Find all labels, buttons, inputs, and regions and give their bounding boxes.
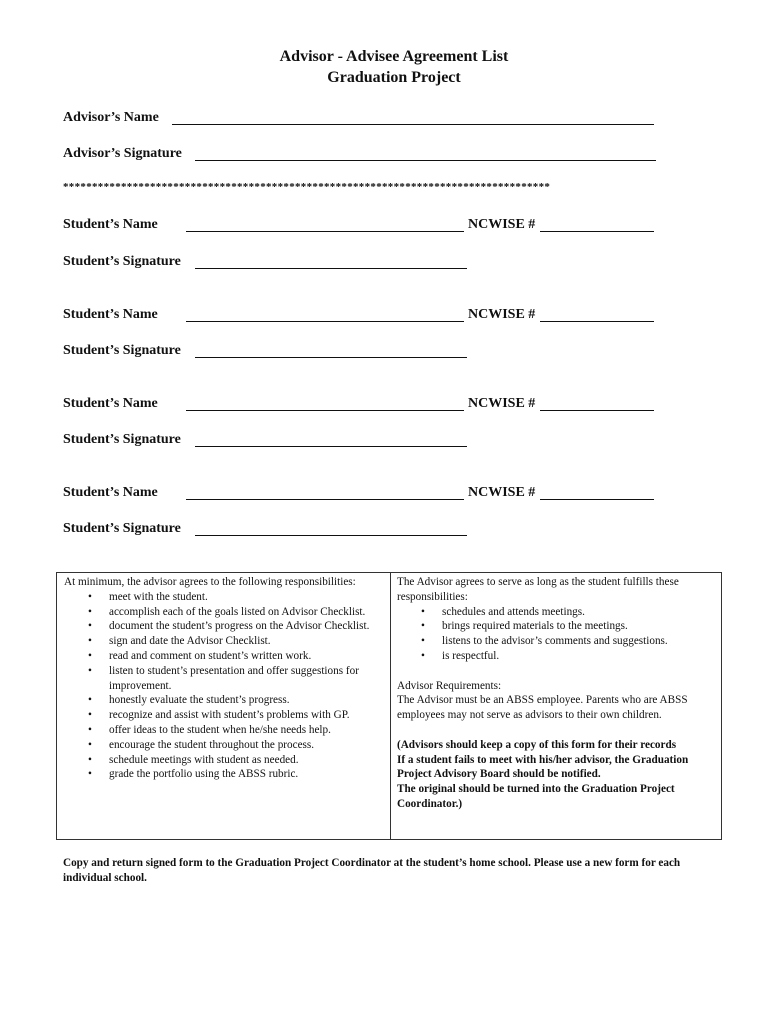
student-signature-field[interactable] [195,357,467,358]
form-subtitle: Graduation Project [327,69,461,86]
student-responsibilities-list [397,605,719,664]
notice-line: (Advisors should keep a copy of this form for their records [397,738,677,751]
advisor-responsibilities-cell [57,573,391,839]
list-item: • read and comment on student’s written work. [109,649,384,664]
list-item: • brings required materials to the meetings. [442,619,719,634]
student-signature-field[interactable] [195,446,467,447]
notice-line: The original should be turned into the Graduation Project Coordinator.) [397,783,675,810]
student-name-field[interactable] [186,321,464,322]
student-name-label: Student’s Name [63,217,158,232]
list-item: • schedule meetings with student as needed. [109,753,384,768]
student-signature-label: Student’s Signature [63,432,181,447]
student-signature-label: Student’s Signature [63,521,181,536]
ncwise-field[interactable] [540,321,654,322]
student-name-field[interactable] [186,499,464,500]
student-name-field[interactable] [186,231,464,232]
ncwise-field[interactable] [540,231,654,232]
ncwise-label: NCWISE # [468,396,536,411]
requirements-heading: Advisor Requirements: [397,679,502,692]
footer-instructions: Copy and return signed form to the Graduation Project Coordinator at the student’s home school. Please use a new form for each individual school. [63,857,681,884]
ncwise-field[interactable] [540,410,654,411]
list-item: • offer ideas to the student when he/she needs help. [109,723,384,738]
form-title: Advisor - Advisee Agreement List [279,48,509,65]
list-item: • recognize and assist with student’s problems with GP. [109,708,384,723]
advisor-signature-label: Advisor’s Signature [63,146,182,161]
student-signature-label: Student’s Signature [63,254,181,269]
list-item: • listen to student’s presentation and offer suggestions for improvement. [109,664,384,694]
student-responsibilities-intro: The Advisor agrees to serve as long as the student fulfills these responsibilities: [397,576,679,603]
student-responsibilities-cell [390,573,721,839]
ncwise-label: NCWISE # [468,485,536,500]
list-item: • honestly evaluate the student’s progress. [109,693,384,708]
list-item: • meet with the student. [109,590,384,605]
list-item: • sign and date the Advisor Checklist. [109,634,384,649]
advisor-signature-field[interactable] [195,160,656,161]
notice-line: If a student fails to meet with his/her advisor, the Graduation Project Advisory Board should be notified. [397,753,689,781]
student-name-label: Student’s Name [63,396,158,411]
student-name-label: Student’s Name [63,485,158,500]
advisor-name-label: Advisor’s Name [63,110,159,125]
student-signature-label: Student’s Signature [63,343,181,358]
list-item: • schedules and attends meetings. [442,605,719,620]
advisor-responsibilities-intro: At minimum, the advisor agrees to the following responsibilities: [64,576,356,588]
student-name-field[interactable] [186,410,464,411]
ncwise-field[interactable] [540,499,654,500]
advisor-name-field[interactable] [172,124,654,125]
responsibilities-table [56,572,722,840]
separator-stars: ************************************************************************************ [63,181,551,193]
list-item: • encourage the student throughout the process. [109,738,384,753]
student-name-label: Student’s Name [63,307,158,322]
ncwise-label: NCWISE # [468,307,536,322]
list-item: • accomplish each of the goals listed on Advisor Checklist. [109,605,384,620]
list-item: • document the student’s progress on the Advisor Checklist. [109,619,384,634]
student-signature-field[interactable] [195,535,467,536]
list-item: • is respectful. [442,649,719,664]
ncwise-label: NCWISE # [468,217,536,232]
requirements-text: The Advisor must be an ABSS employee. Parents who are ABSS employees may not serve as advisors to their own children. [397,694,688,722]
list-item: • listens to the advisor’s comments and suggestions. [442,634,719,649]
student-signature-field[interactable] [195,268,467,269]
advisor-responsibilities-list [64,590,384,782]
list-item: • grade the portfolio using the ABSS rubric. [109,767,384,782]
